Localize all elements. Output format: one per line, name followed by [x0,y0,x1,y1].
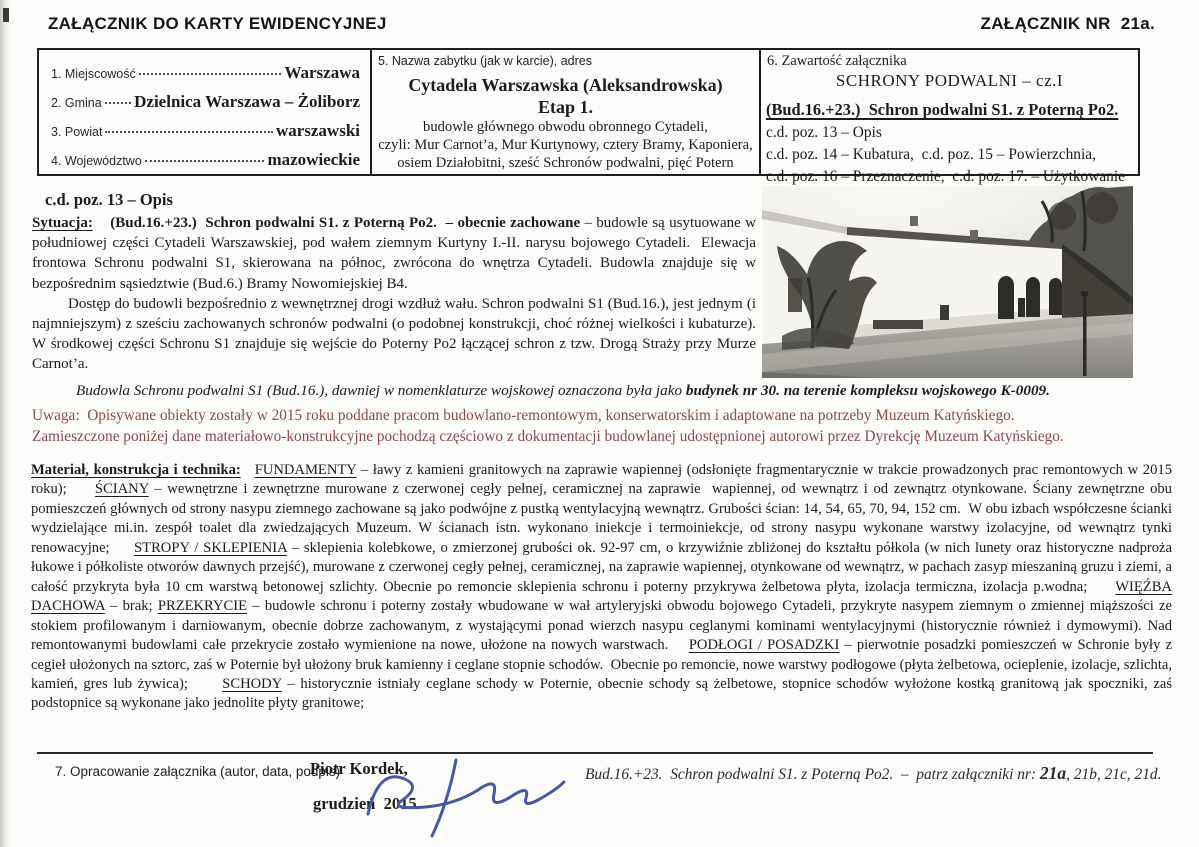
field-label: 1. Miejscowość [51,67,136,81]
site-photo [762,186,1133,378]
field-value: Warszawa [284,63,360,82]
paragraph-access: Dostęp do budowli bezpośrednio z wewnętrznej drogi wzdłuż wału. Schron podwalni S1 (Bud.16.), jest jednym (i najmniejszym) z sześciu zachowanych schronów podwalni (o podobnej konstrukcji, choć różnej wielkości i kubaturze). W środkowej części Schronu S1 znajduje się wejście do Poterny Po2 łączącej schron z tzw. Drogą Straży przy Murze Carnot’a. [32,295,756,373]
field-label: 3. Powiat [51,125,103,139]
attachment-number: ZAŁĄCZNIK NR 21a. [980,14,1155,33]
field-label: 4. Województwo [51,154,142,168]
field-value: Dzielnica Warszawa – Żoliborz [134,92,360,111]
photo-doorways [998,276,1072,319]
warning-line: Zamieszczone poniżej dane materiałowo-konstrukcyjne pochodzą częściowo z dokumentacji budowlanej udostępnionej autorowi przez Dyrekcję Muzeum Katyńskiego. [32,427,1064,445]
footer-label: 7. Opracowanie załącznika (autor, data, podpis) [55,764,341,779]
contents-subject: (Bud.16.+23.) Schron podwalni S1. z Poterną Po2. [766,100,1119,119]
footer-reference: Bud.16.+23. Schron podwalni S1. z Poterną Po2. – patrz załączniki nr: 21a, 21b, 21c, 21d. [585,763,1162,783]
monument-description-line: osiem Działobitni, sześć Schronów podwalni, pięć Potern [397,155,734,171]
monument-description-line: budowle głównego obwodu obronnego Cytadeli, [423,119,708,135]
warning-line: Uwaga: Opisywane obiekty zostały w 2015 roku poddane pracom budowlano-remontowym, konserwatorskim i adaptowane na potrzeby Muzeum Katyńskiego. [32,407,1015,424]
monument-stage: Etap 1. [537,97,593,117]
dotted-leader [105,102,131,104]
monument-title: Cytadela Warszawska (Aleksandrowska) [408,75,723,95]
renovation-warning [32,406,1182,447]
scan-edge-shadow [0,0,10,847]
table-row [39,92,370,112]
field-label: 6. Zawartość załącznika [767,53,907,69]
dotted-leader [105,131,273,133]
field-label: 2. Gmina [51,96,102,110]
monument-description-line: czyli: Mur Carnot’a, Mur Kurtynowy, cztery Bramy, Kaponiera, [378,137,753,153]
historical-note: Budowla Schronu podwalni S1 (Bud.16.), dawniej w nomenklaturze wojskowej oznaczona była jako budynek nr 30. na terenie kompleksu wojskowego K-0009. [76,382,1050,399]
paragraph-situation: Sytuacja: (Bud.16.+23.) Schron podwalni S1. z Poterną Po2. – obecnie zachowane – budowle są usytuowane w południowej części Cytadeli Warszawskiej, pod wałem ziemnym Kurtyny I.-II. narysu bojowego Cytadeli. Elewacja frontowa Schronu podwalni S1, skierowana na północ, zwrócona do wnętrza Cytadeli. Budowla znajduje się w bezpośrednim sąsiedztwie (Bud.6.) Bramy Nowomiejskiej B4. [32,215,756,292]
contents-line: c.d. poz. 14 – Kubatura, c.d. poz. 15 – Powierzchnia, [766,146,1096,163]
table-row [39,121,370,141]
section-heading: c.d. poz. 13 – Opis [45,190,173,209]
contents-line: c.d. poz. 16 – Przeznaczenie, c.d. poz. 17. – Użytkowanie [766,168,1125,185]
contents-line: c.d. poz. 13 – Opis [766,124,882,141]
attachment-contents-cell [759,50,1138,185]
author-name: Piotr Kordek, [310,759,408,778]
monument-name-cell [370,50,759,174]
contents-title: SCHRONY PODWALNI – cz.I [835,71,1064,90]
identification-table [37,48,1140,185]
description-text-column [32,213,756,375]
document-title: ZAŁĄCZNIK DO KARTY EWIDENCYJNEJ [48,14,387,33]
field-label: 5. Nazwa zabytku (jak w karcie), adres [378,54,592,68]
table-row [39,150,370,170]
field-value: warszawski [275,121,360,140]
materials-paragraph: Materiał, konstrukcja i technika: FUNDAMENTY – ławy z kamieni granitowych na zaprawie wapiennej (odsłonięte fragmentarycznie w trakcie prowadzonych prac remontowych w 2015 roku); ŚCIANY – wewnętrzne i zewnętrzne murowane z czerwonej cegły pełnej, ceramicznej na zaprawie wapiennej, od wewnątrz i od zewnątrz otynkowane. Ściany zewnętrzne obu pomieszczeń głównych od strony nasypu ziemnego zachowane są jako podwójne z pustką wentylacyjną wewnątrz. Grubości ścian: 14, 54, 65, 70, 94, 152 cm. W obu izbach współczesne ścianki wydzielające mi.in. zespół toalet dla zwiedzających Muzeum. W ścianach istn. wykonano iniekcje i termoiniekcje, od strony nasypu wykonane warstwy izolacyjne, od wewnątrz tynki renowacyjne; STROPY / SKLEPIENIA – sklepienia kolebkowe, o zmierzonej grubości ok. 92-97 cm, o krzywiźnie zbliżonej do kształtu półkola (w nich lunety oraz historyczne nadproża łukowe i półkoliste otworów dawnych przejść), murowane z czerwonej cegły pełnej, ceramicznej, na zaprawie wapiennej, otynkowane od wewnątrz, w pachach zasyp mieszaniną gruzu i ziemi, a całość przykryta była 10 cm warstwą betonowej szlichty. Obecnie po remoncie sklepienia schronu i poterny przykrywa żelbetowa płyta, izolacja termiczna, izolacja p.wodna; WIĘŹBA DACHOWA – brak; PRZEKRYCIE – budowle schronu i poterny zostały wbudowane w wał artyleryjski obwodu bojowego Cytadeli, przykryte nasypem ziemnym o zmiennej miąższości ze stokiem profilowanym i darniowanym, obecnie dobrze zachowanym, z wystającymi ponad wierzch nasypu ceglanymi kominami wentylacyjnymi (historycznie również i dymowymi). Nad remontowanymi budowlami całe przekrycie zostało wymienione na nowe, ułożone na nowych warstwach. PODŁOGI / POSADZKI – pierwotnie posadzki pomieszczeń w Schronie były z cegieł ułożonych na sztorc, zaś w Poternie był ułożony bruk kamienny i ceglane stopnie schodów. Obecnie po remoncie, nowe warstwy podłogowe (płyta żelbetowa, ocieplenie, izolacje, szlichta, kamień, gres lub żywica); SCHODY – historycznie istniały ceglane schody w Poternie, obecnie schody są żelbetowe, stopnice schodów wyłożone kostką granitową jak spoczniki, zaś podstopnice są wykonane jako jednolite płyty granitowe; [31,462,1173,712]
author-date: grudzień 2015. [313,794,421,813]
scan-speck [3,8,9,22]
dotted-leader [139,73,282,75]
field-value: mazowieckie [267,150,360,169]
dotted-leader [145,160,265,162]
signature [360,752,600,842]
table-row [39,63,370,83]
location-cell [39,50,370,174]
